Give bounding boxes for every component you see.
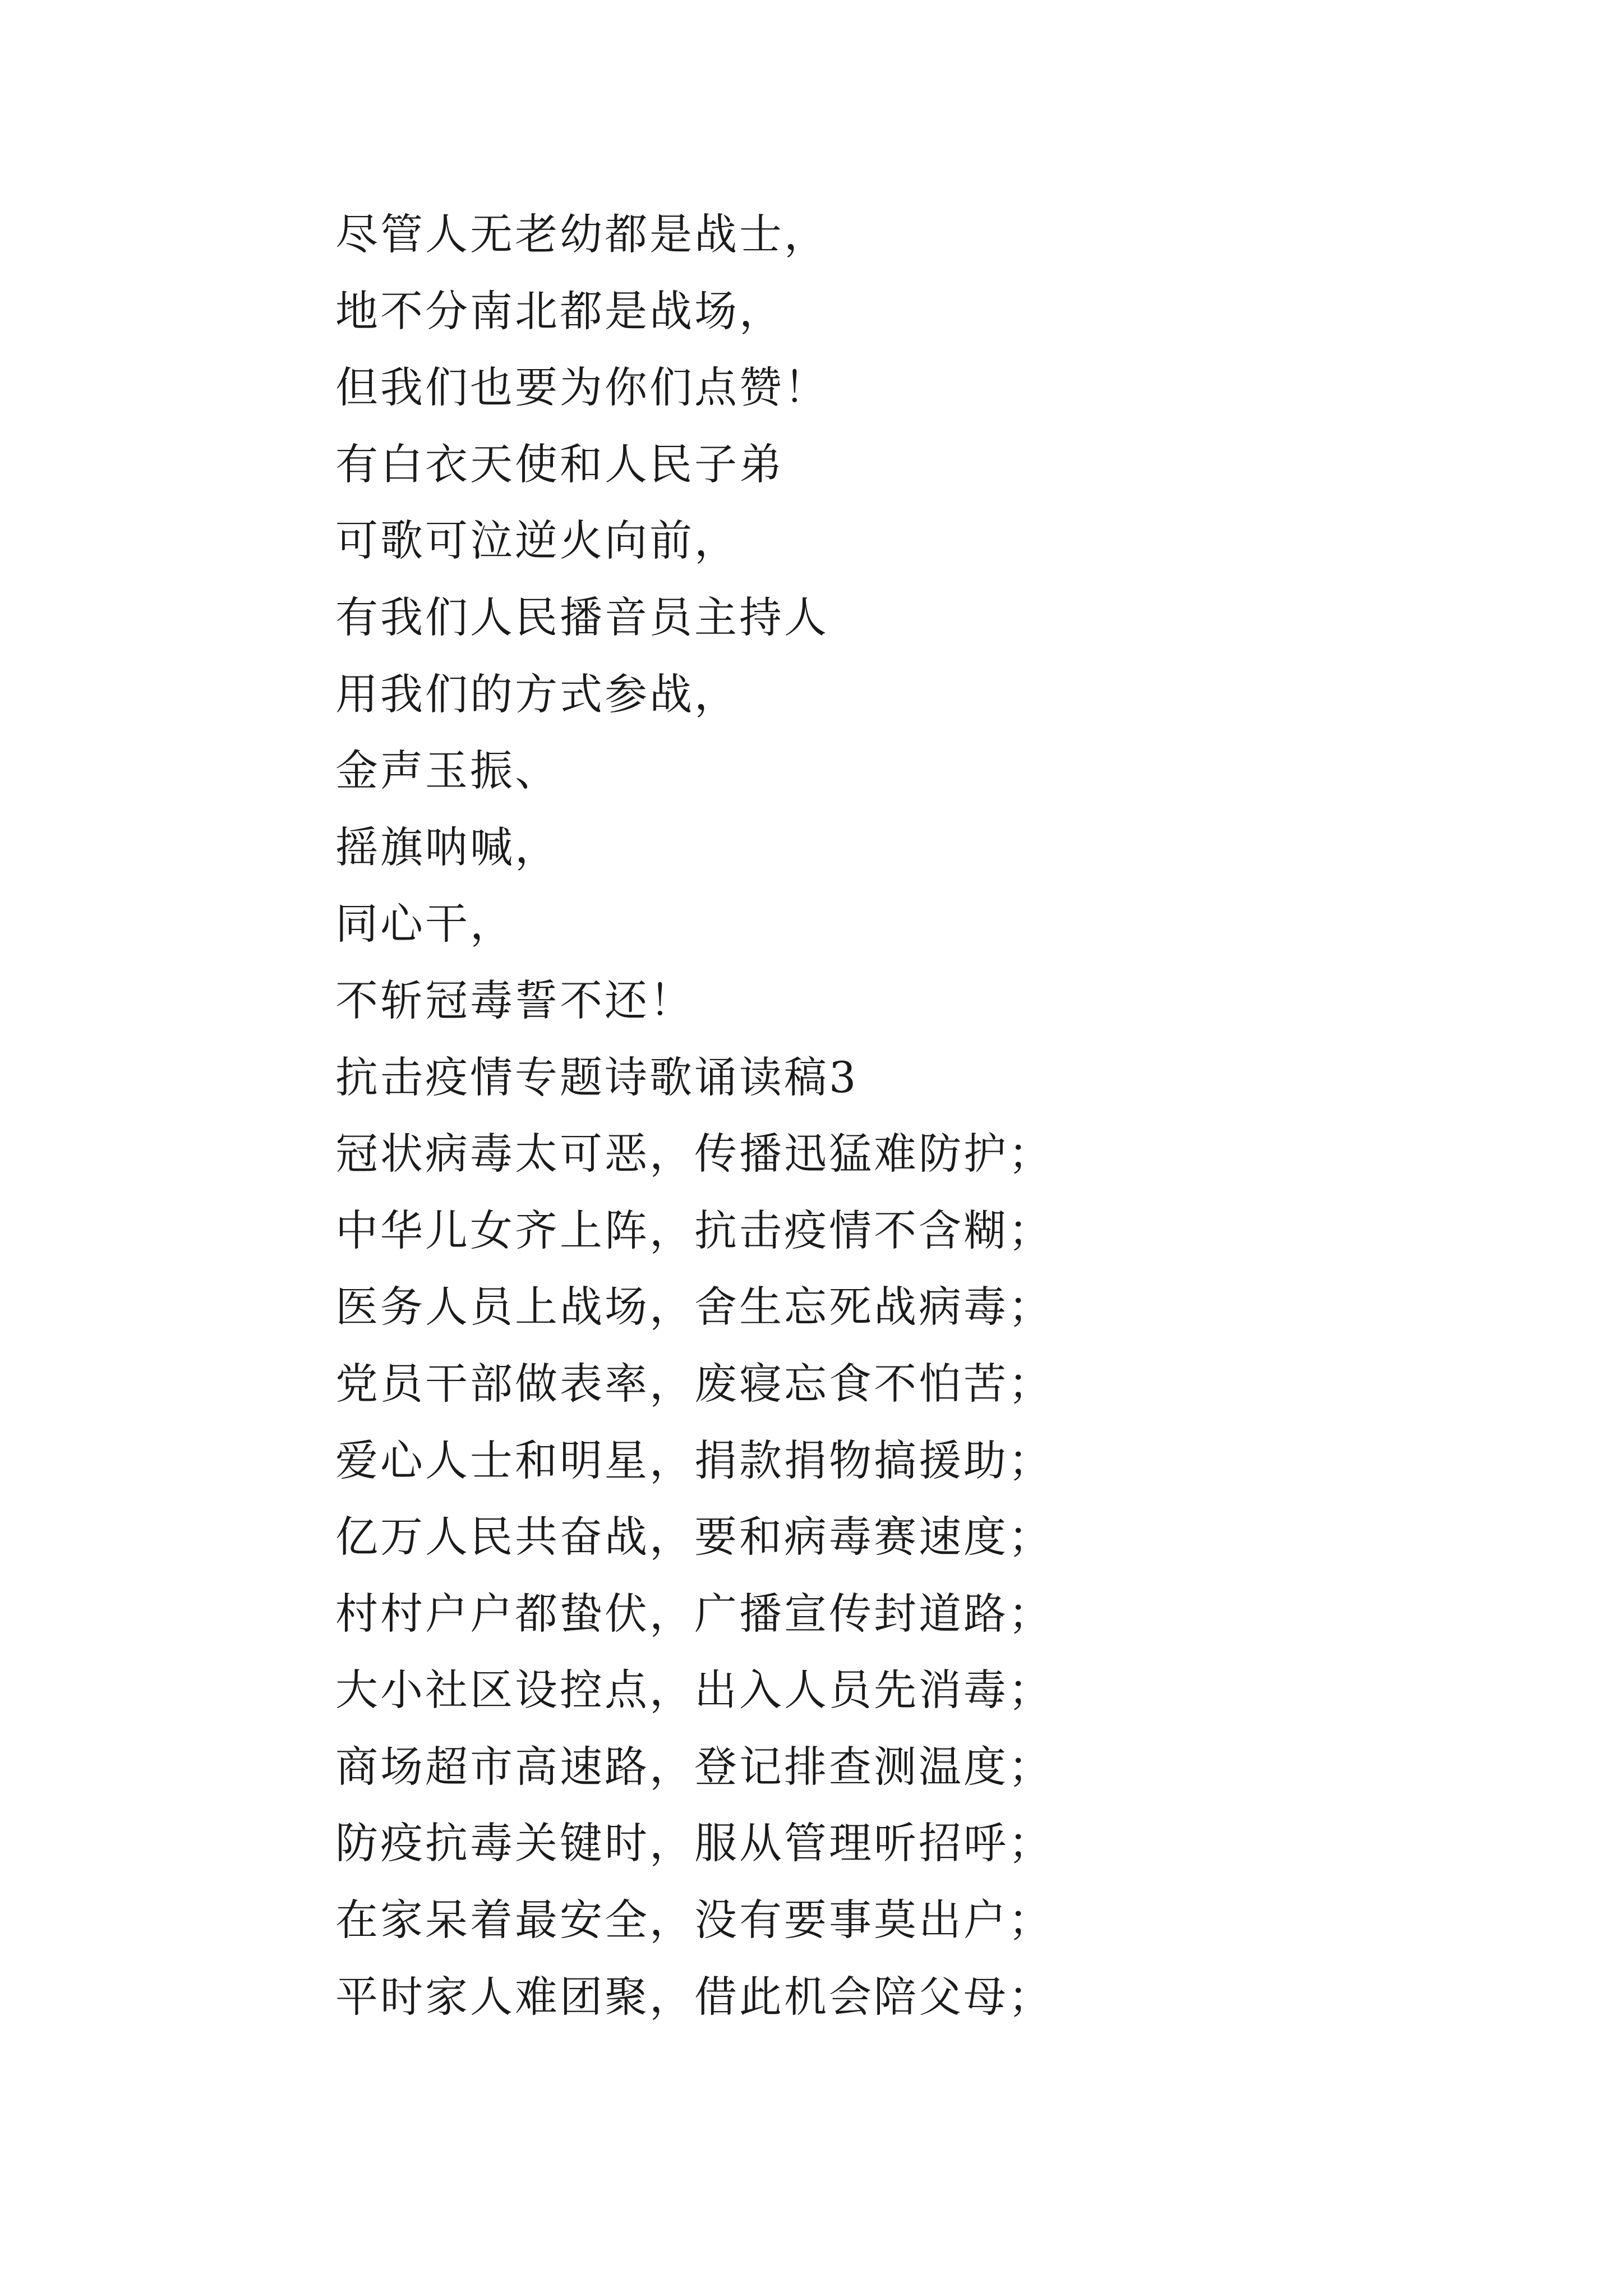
text-line: 平时家人难团聚，借此机会陪父母； [335,1971,1053,2022]
text-line: 金声玉振、 [335,746,560,796]
text-line: 村村户户都蛰伏，广播宣传封道路； [335,1588,1053,1639]
section-heading: 抗击疫情专题诗歌诵读稿3 [335,1052,859,1102]
text-line: 但我们也要为你们点赞！ [335,362,829,413]
text-line: 在家呆着最安全，没有要事莫出户； [335,1895,1053,1945]
text-line: 防疫抗毒关键时，服从管理听招呼； [335,1818,1053,1869]
text-line: 有我们人民播音员主持人 [335,592,829,642]
text-line: 大小社区设控点，出入人员先消毒； [335,1665,1053,1715]
text-line: 冠状病毒太可恶，传播迅猛难防护； [335,1129,1053,1179]
text-line: 中华儿女齐上阵，抗击疫情不含糊； [335,1205,1053,1255]
text-line: 党员干部做表率，废寝忘食不怕苦； [335,1358,1053,1409]
text-line: 同心干， [335,899,515,949]
text-line: 商场超市高速路，登记排查测温度； [335,1741,1053,1792]
poem-text [335,196,1053,2035]
text-line: 亿万人民共奋战，要和病毒赛速度； [335,1512,1053,1562]
text-line: 可歌可泣逆火向前， [335,516,739,566]
text-line: 有白衣天使和人民子弟 [335,439,784,489]
text-line: 地不分南北都是战场， [335,286,784,336]
text-line: 爱心人士和明星，捐款捐物搞援助； [335,1435,1053,1485]
text-line: 不斩冠毒誓不还！ [335,975,694,1025]
text-line: 尽管人无老幼都是战士， [335,209,829,259]
text-line: 医务人员上战场，舍生忘死战病毒； [335,1282,1053,1332]
text-line: 摇旗呐喊， [335,822,560,872]
text-line: 用我们的方式参战， [335,669,739,719]
